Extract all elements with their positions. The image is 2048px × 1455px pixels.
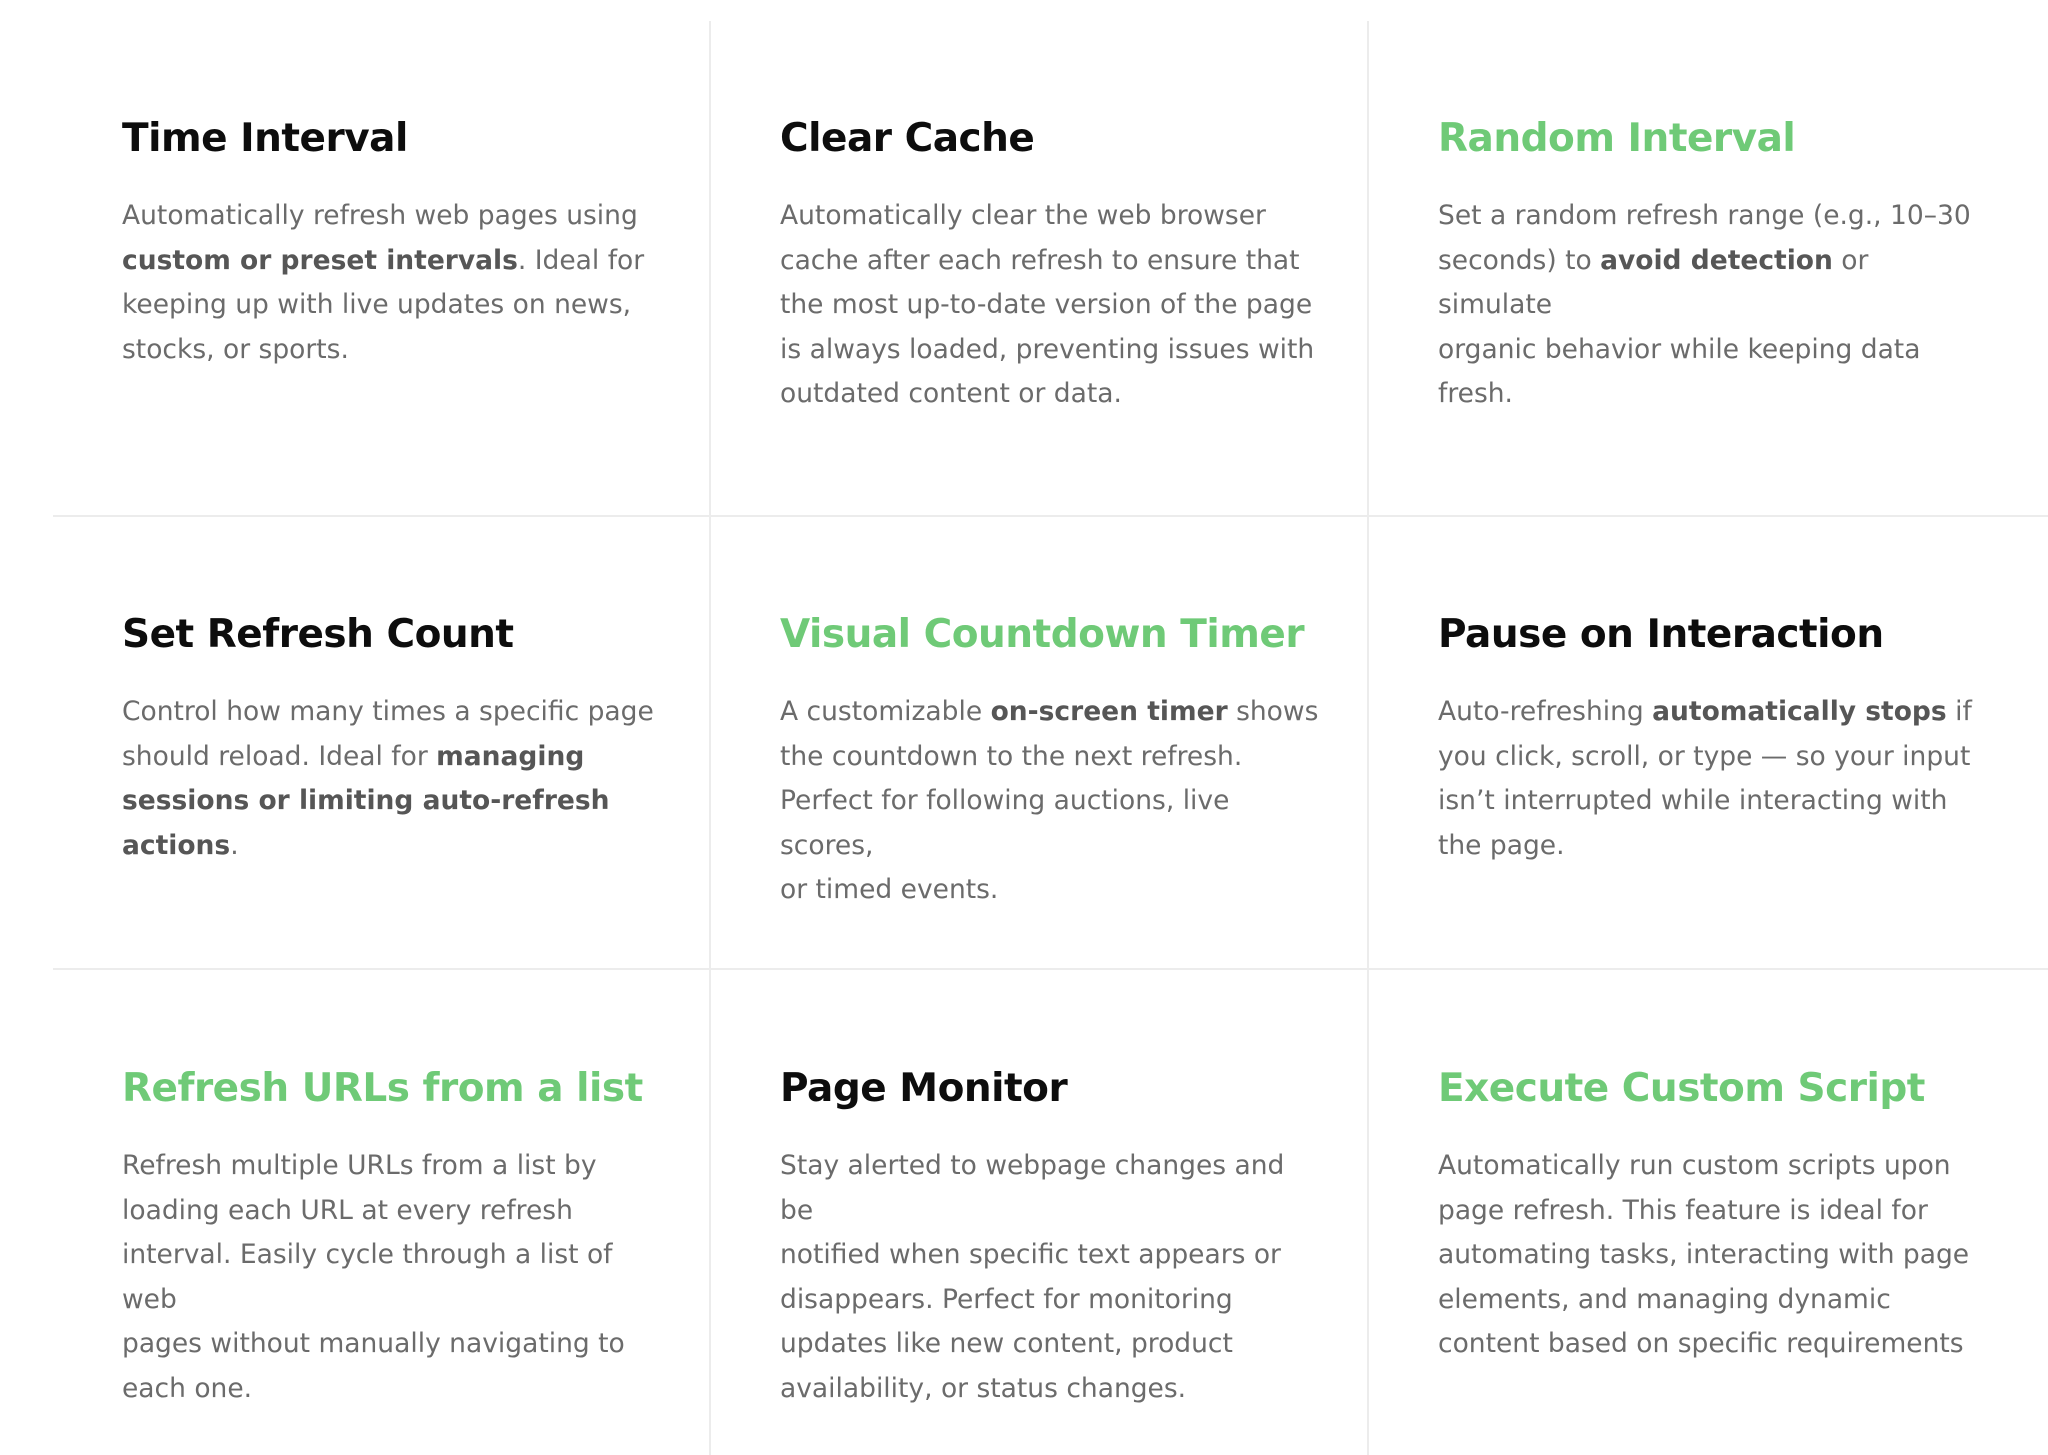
description-text: loading each URL at every refresh [122,1194,573,1226]
feature-description [780,194,1320,417]
feature-title: Pause on Interaction [1438,612,1884,657]
description-text: each one. [122,1372,253,1404]
description-text: organic behavior while keeping data [1438,333,1921,365]
feature-description [780,1144,1320,1411]
description-text: if [1946,696,1972,727]
description-text: pages without manually navigating to [122,1328,625,1359]
description-bold-text: automatically stops [1652,696,1947,727]
description-line [780,283,1320,328]
feature-card-time-interval [53,0,711,517]
description-text: the page. [1438,829,1565,861]
description-text: page refresh. This feature is ideal for [1438,1194,1928,1226]
description-line [122,735,662,780]
description-line [1438,690,1978,735]
description-text: isn’t interrupted while interacting with [1438,785,1948,816]
description-line [780,1322,1320,1367]
description-line [122,1233,662,1322]
description-text: should reload. Ideal for [122,740,437,772]
description-line [780,735,1320,780]
description-text: seconds) to [1438,244,1601,276]
description-line [1438,1322,1978,1367]
description-text: or simulate [1438,244,1869,320]
description-text: elements, and managing dynamic [1438,1283,1891,1315]
description-line [780,690,1320,735]
description-line [780,1367,1320,1412]
feature-description [1438,1144,1978,1367]
feature-card-page-monitor [711,970,1369,1455]
feature-description [122,690,662,868]
description-text: Auto-refreshing [1438,696,1653,727]
description-line [122,1367,662,1412]
description-line [1438,824,1978,869]
feature-card-refresh-urls-from-list [53,970,711,1455]
description-text: updates like new content, product [780,1328,1233,1359]
feature-description [780,690,1320,913]
feature-card-clear-cache [711,0,1369,517]
description-text: shows [1227,696,1319,727]
description-line [122,824,662,869]
description-text: or timed events. [780,874,999,905]
description-line [122,328,662,373]
description-text: . Ideal for [517,244,645,276]
feature-title: Visual Countdown Timer [780,612,1305,657]
description-text: Perfect for following auctions, live scores, [780,785,1230,861]
feature-card-pause-on-interaction [1369,517,2048,970]
description-line [1438,735,1978,780]
description-line [1438,372,1978,417]
description-text: Control how many times a specific page [122,696,654,727]
description-line [122,283,662,328]
description-bold-text: custom or preset intervals [122,244,518,276]
description-line [1438,1189,1978,1234]
feature-title: Page Monitor [780,1066,1068,1111]
description-bold-text: managing [436,740,585,772]
description-text: you click, scroll, or type — so your input [1438,740,1971,772]
description-text: disappears. Perfect for monitoring [780,1283,1233,1315]
description-line [122,1189,662,1234]
description-line [122,690,662,735]
description-text: Automatically clear the web browser [780,200,1266,231]
description-text: . [230,829,239,861]
description-bold-text: on-screen timer [990,696,1228,727]
description-line [780,1278,1320,1323]
description-text: Automatically refresh web pages using [122,200,638,231]
description-text: availability, or status changes. [780,1372,1187,1404]
description-line [1438,239,1978,328]
description-text: cache after each refresh to ensure that [780,244,1300,276]
description-line [780,1144,1320,1233]
description-line [122,239,662,284]
description-text: automating tasks, interacting with page [1438,1239,1970,1270]
feature-title: Random Interval [1438,116,1796,161]
feature-description [1438,690,1978,868]
feature-title: Clear Cache [780,116,1035,161]
feature-title: Refresh URLs from a list [122,1066,643,1111]
features-grid [53,0,2048,1455]
description-line [780,239,1320,284]
description-bold-text: avoid detection [1600,244,1833,276]
feature-card-execute-custom-script [1369,970,2048,1455]
feature-title: Set Refresh Count [122,612,514,657]
description-line [122,1144,662,1189]
description-text: Set a random refresh range (e.g., 10–30 [1438,200,1971,231]
description-line [122,194,662,239]
description-text: content based on specific requirements [1438,1328,1964,1359]
feature-title: Time Interval [122,116,408,161]
description-line [122,779,662,824]
description-text: Stay alerted to webpage changes and be [780,1150,1285,1226]
description-line [1438,328,1978,373]
feature-card-random-interval [1369,0,2048,517]
description-text: A customizable [780,696,991,727]
description-line [1438,1278,1978,1323]
description-line [780,1233,1320,1278]
feature-description [122,1144,662,1411]
description-text: the most up-to-date version of the page [780,289,1313,320]
feature-description [1438,194,1978,417]
description-text: the countdown to the next refresh. [780,740,1243,772]
description-line [780,328,1320,373]
description-text: is always loaded, preventing issues with [780,333,1315,365]
feature-description [122,194,662,372]
description-line [1438,1144,1978,1189]
description-text: interval. Easily cycle through a list of web [122,1239,613,1315]
description-line [780,868,1320,913]
description-text: notified when specific text appears or [780,1239,1281,1270]
description-line [1438,194,1978,239]
description-text: outdated content or data. [780,378,1122,409]
description-text: fresh. [1438,378,1513,409]
description-text: keeping up with live updates on news, [122,289,632,320]
description-text: Automatically run custom scripts upon [1438,1150,1951,1181]
description-line [780,779,1320,868]
feature-title: Execute Custom Script [1438,1066,1925,1111]
description-text: stocks, or sports. [122,333,349,365]
description-bold-text: sessions or limiting auto-refresh [122,785,610,816]
description-text: Refresh multiple URLs from a list by [122,1150,597,1181]
description-line [1438,1233,1978,1278]
description-line [122,1322,662,1367]
feature-card-set-refresh-count [53,517,711,970]
description-bold-text: actions [122,829,231,861]
feature-card-visual-countdown-timer [711,517,1369,970]
description-line [1438,779,1978,824]
description-line [780,372,1320,417]
description-line [780,194,1320,239]
